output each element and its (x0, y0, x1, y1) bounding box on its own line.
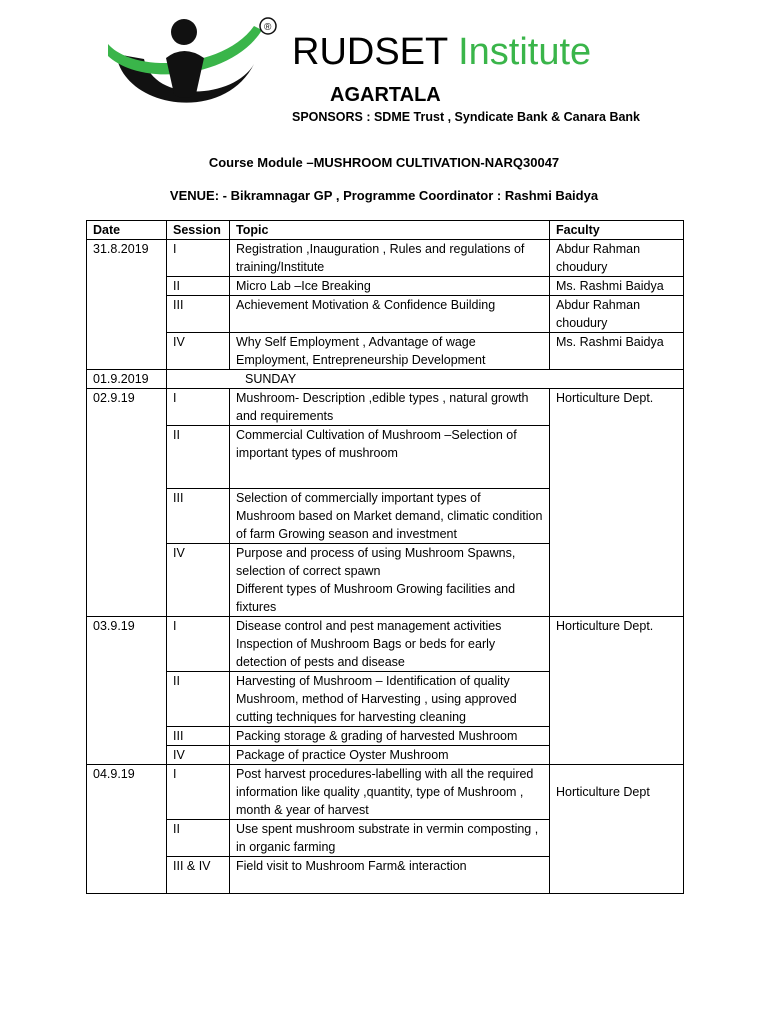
header-faculty: Faculty (550, 221, 684, 240)
topic-cell: Micro Lab –Ice Breaking (230, 277, 550, 296)
session-cell: I (167, 617, 230, 672)
session-cell: II (167, 672, 230, 727)
session-cell: II (167, 277, 230, 296)
venue-line: VENUE: - Bikramnagar GP , Programme Coordinator : Rashmi Baidya (169, 188, 599, 203)
topic-cell (230, 617, 550, 672)
session-cell: III (167, 727, 230, 746)
faculty-cell: Horticulture Dept (550, 765, 684, 894)
date-cell: 03.9.19 (87, 617, 167, 765)
topic-line: Purpose and process of using Mushroom Spawns, selection of correct spawn (236, 546, 516, 578)
topic-cell: Post harvest procedures-labelling with all the required information like quality ,quantity, type of Mushroom , month & year of harvest (230, 765, 550, 820)
city-name: AGARTALA (330, 84, 441, 106)
topic-cell: Packing storage & grading of harvested Mushroom (230, 727, 550, 746)
table-row (87, 765, 684, 820)
session-cell: III & IV (167, 857, 230, 894)
sponsors-line: SPONSORS : SDME Trust , Syndicate Bank & Canara Bank (292, 110, 641, 124)
registered-mark: ® (264, 22, 272, 33)
faculty-cell: Horticulture Dept. (550, 617, 684, 765)
topic-cell: Selection of commercially important types of Mushroom based on Market demand, climatic condition of farm Growing season and investment (230, 489, 550, 544)
faculty-cell: Ms. Rashmi Baidya (550, 277, 684, 296)
header-date: Date (87, 221, 167, 240)
table-row (87, 240, 684, 277)
session-cell: I (167, 765, 230, 820)
table-row (87, 296, 684, 333)
holiday-row (87, 370, 684, 389)
date-cell: 31.8.2019 (87, 240, 167, 370)
org-name-suffix: Institute (458, 31, 592, 73)
faculty-cell: Abdur Rahman choudury (550, 240, 684, 277)
date-cell: 04.9.19 (87, 765, 167, 894)
header-topic: Topic (230, 221, 550, 240)
faculty-cell: Abdur Rahman choudury (550, 296, 684, 333)
topic-cell: Achievement Motivation & Confidence Building (230, 296, 550, 333)
date-cell: 01.9.2019 (87, 370, 167, 389)
session-cell: I (167, 240, 230, 277)
topic-line: Disease control and pest management activities (236, 619, 502, 633)
session-cell: IV (167, 544, 230, 617)
topic-cell: Package of practice Oyster Mushroom (230, 746, 550, 765)
table-row (87, 333, 684, 370)
table-header-row (87, 221, 684, 240)
header-session: Session (167, 221, 230, 240)
session-cell: IV (167, 333, 230, 370)
rudset-logo-icon (104, 14, 282, 126)
session-cell: II (167, 426, 230, 489)
topic-line: Inspection of Mushroom Bags or beds for early detection of pests and disease (236, 637, 496, 669)
org-name-main: RUDSET (292, 31, 448, 73)
topic-line: Different types of Mushroom Growing facilities and fixtures (236, 582, 516, 614)
session-cell: III (167, 489, 230, 544)
table-row (87, 277, 684, 296)
schedule-table (86, 220, 684, 894)
topic-cell: Registration ,Inauguration , Rules and regulations of training/Institute (230, 240, 550, 277)
org-name (292, 30, 591, 74)
topic-cell: Why Self Employment , Advantage of wage Employment, Entrepreneurship Development (230, 333, 550, 370)
date-cell: 02.9.19 (87, 389, 167, 617)
table-row (87, 617, 684, 672)
topic-cell: Field visit to Mushroom Farm& interaction (230, 857, 550, 894)
topic-cell: Commercial Cultivation of Mushroom –Selection of important types of mushroom (230, 426, 550, 489)
topic-cell: Harvesting of Mushroom – Identification of quality Mushroom, method of Harvesting , using approved cutting techniques for harvesting cleaning (230, 672, 550, 727)
holiday-label: SUNDAY (167, 370, 684, 389)
course-title: Course Module –MUSHROOM CULTIVATION-NARQ30047 (208, 155, 560, 170)
table-row (87, 389, 684, 426)
faculty-cell: Horticulture Dept. (550, 389, 684, 617)
faculty-cell: Ms. Rashmi Baidya (550, 333, 684, 370)
session-cell: I (167, 389, 230, 426)
topic-cell: Mushroom- Description ,edible types , natural growth and requirements (230, 389, 550, 426)
topic-cell: Use spent mushroom substrate in vermin composting , in organic farming (230, 820, 550, 857)
session-cell: III (167, 296, 230, 333)
topic-cell (230, 544, 550, 617)
session-cell: IV (167, 746, 230, 765)
session-cell: II (167, 820, 230, 857)
